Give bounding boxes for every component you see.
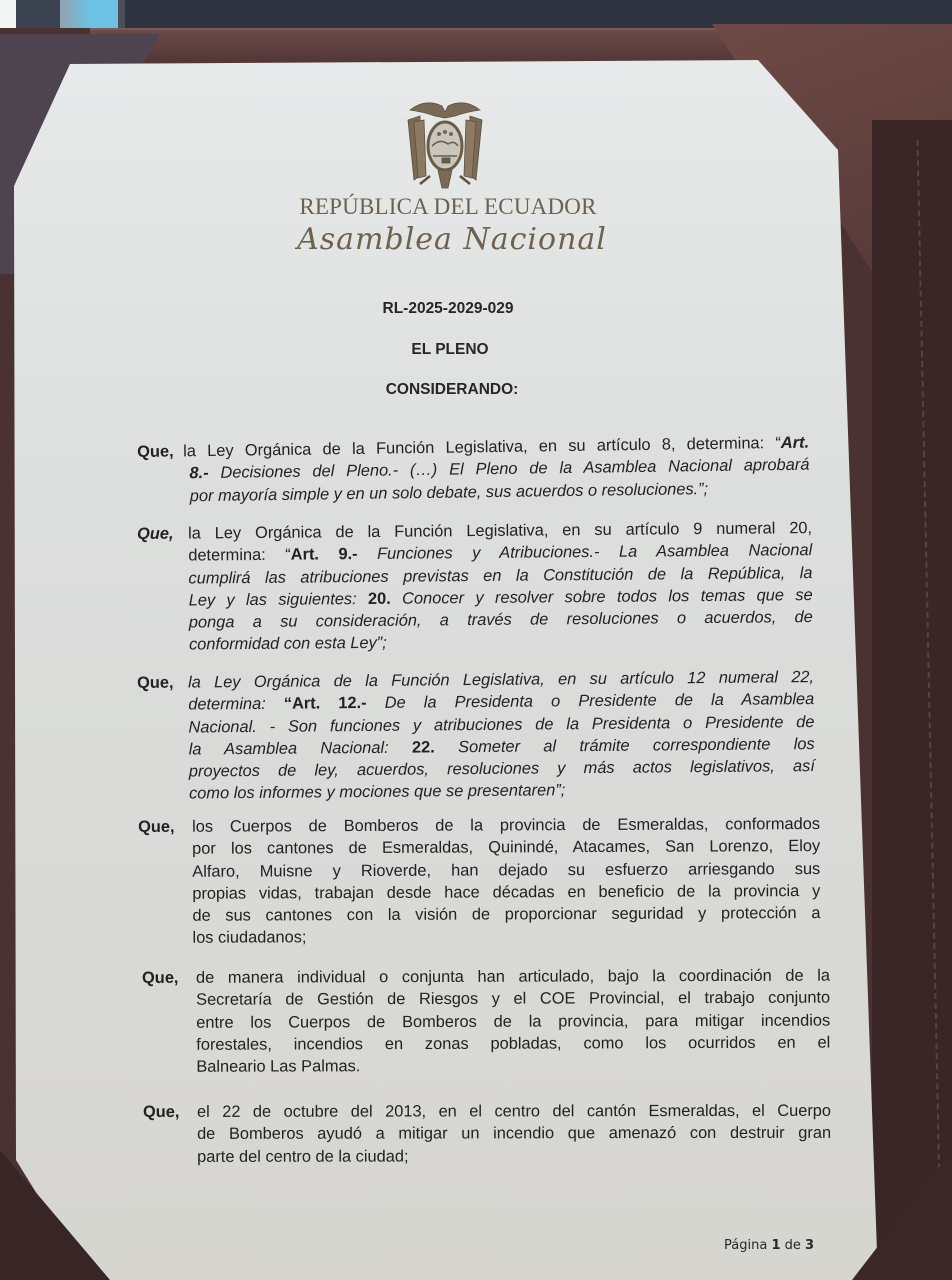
paragraph-line bbox=[192, 880, 820, 905]
paragraph-body bbox=[137, 432, 810, 508]
section-title: CONSIDERANDO: bbox=[385, 381, 519, 398]
paragraph-line bbox=[197, 1144, 831, 1167]
paragraph-line bbox=[192, 858, 820, 883]
text-run: 22. bbox=[411, 738, 435, 757]
paragraph-line bbox=[189, 778, 815, 806]
text-run: Secretaría de Gestión de Riesgos y el COE Provincial, el trabajo conjunto bbox=[196, 988, 831, 1010]
page-number bbox=[724, 1238, 814, 1253]
paragraph-line bbox=[196, 1031, 830, 1056]
ecuador-coat-of-arms-icon bbox=[400, 96, 490, 194]
text-run: de Bomberos ayudó a mitigar un incendio que amenazó con destruir gran bbox=[197, 1124, 832, 1144]
text-run: de sus cantones con la visión de proporcionar seguridad y protección a bbox=[192, 904, 821, 925]
text-run: el 22 de octubre del 2013, en el centro del cantón Esmeraldas, el Cuerpo bbox=[197, 1101, 832, 1121]
paragraph-line bbox=[192, 813, 820, 838]
considerando-paragraph-2 bbox=[137, 517, 827, 655]
text-run: De la Presidenta o Presidente de la Asamblea bbox=[366, 690, 815, 713]
text-run: entre los Cuerpos de Bomberos de la provincia, para mitigar incendios bbox=[196, 1011, 831, 1032]
text-run: Ley y las siguientes: bbox=[188, 589, 369, 610]
text-run: los Cuerpos de Bomberos de la provincia de Esmeraldas, conformados bbox=[192, 815, 821, 836]
text-run: de manera individual o conjunta han articulado, bajo la coordinación de la bbox=[196, 966, 831, 987]
text-run: Decisiones del Pleno.- (…) El Pleno de la Asamblea Nacional aprobará bbox=[208, 455, 810, 483]
letterhead-republic: REPÚBLICA DEL ECUADOR bbox=[299, 194, 597, 219]
text-run: Someter al trámite correspondiente los bbox=[434, 734, 815, 757]
text-run: Funciones y Atribuciones.- La Asamblea Nacional bbox=[357, 541, 813, 564]
paragraph-line bbox=[196, 1009, 830, 1034]
paragraph-line bbox=[189, 629, 813, 657]
que-label: Que, bbox=[142, 968, 179, 987]
text-run: Nacional. - Son funciones y atribuciones de la Presidenta o Presidente de bbox=[188, 712, 815, 737]
text-run: la Asamblea Nacional: bbox=[188, 738, 413, 759]
paragraph-body bbox=[196, 965, 830, 1079]
considerando-paragraph-5 bbox=[142, 965, 832, 1076]
text-run: parte del centro de la ciudad; bbox=[197, 1147, 409, 1166]
que-label: Que, bbox=[137, 524, 174, 543]
text-run: conformidad con esta Ley”; bbox=[188, 634, 387, 655]
text-run: determina: “ bbox=[188, 545, 291, 565]
text-run: forestales, incendios en zonas pobladas, como los ocurridos en el bbox=[196, 1033, 831, 1054]
text-run: determina: bbox=[188, 695, 284, 714]
page-current: 1 bbox=[771, 1238, 781, 1253]
paragraph-line bbox=[192, 925, 820, 950]
que-label: Que, bbox=[138, 817, 175, 836]
resolution-id: RL-2025-2029-029 bbox=[382, 300, 514, 317]
page-total: 3 bbox=[805, 1238, 815, 1253]
paragraph-body bbox=[188, 666, 815, 805]
page-label: Página bbox=[724, 1238, 768, 1253]
text-run: Art. bbox=[780, 433, 810, 453]
que-label: Que, bbox=[143, 1102, 180, 1121]
text-run: 8.- bbox=[189, 464, 209, 483]
paragraph-body bbox=[188, 517, 813, 656]
que-label: Que, bbox=[137, 442, 174, 461]
page-of: de bbox=[784, 1238, 801, 1253]
paragraph-line bbox=[197, 1122, 831, 1145]
letterhead-institution: Asamblea Nacional bbox=[297, 222, 607, 257]
body-title: EL PLENO bbox=[411, 341, 489, 358]
text-run: los ciudadanos; bbox=[192, 928, 307, 948]
paragraph-line bbox=[196, 1054, 830, 1079]
considerando-paragraph-1 bbox=[137, 432, 817, 505]
text-run: por mayoría simple y en un solo debate, sus acuerdos o resoluciones.”; bbox=[189, 479, 709, 505]
text-run: propias vidas, trabajan desde hace décadas en beneficio de la provincia y bbox=[192, 881, 821, 903]
paragraph-body bbox=[192, 813, 821, 950]
paragraph-line bbox=[192, 835, 820, 860]
text-run: “Art. 12.- bbox=[283, 694, 367, 714]
paragraph-line bbox=[197, 1100, 831, 1123]
text-run: ponga a su consideración, a través de resoluciones o acuerdos, de bbox=[188, 608, 813, 632]
text-run: proyectos de ley, acuerdos, resoluciones y más actos legislativos, así bbox=[188, 757, 815, 781]
text-run: la Ley Orgánica de la Función Legislativa, en su artículo 9 numeral 20, bbox=[188, 519, 813, 543]
text-run: por los cantones de Esmeraldas, Quinindé, Atacames, San Lorenzo, Eloy bbox=[192, 837, 821, 859]
text-run: Conocer y resolver sobre todos los temas que se bbox=[390, 585, 813, 608]
paragraph-line bbox=[196, 965, 830, 990]
text-run: Alfaro, Muisne y Rioverde, han dejado su esfuerzo arriesgando sus bbox=[192, 859, 821, 881]
considerando-paragraph-3 bbox=[137, 666, 827, 804]
considerando-paragraph-6 bbox=[143, 1100, 833, 1166]
text-run: Balneario Las Palmas. bbox=[196, 1057, 361, 1076]
text-run: como los informes y mociones que se presentaren”; bbox=[188, 781, 566, 804]
que-label: Que, bbox=[137, 673, 174, 692]
text-run: la Ley Orgánica de la Función Legislativa, en su artículo 12 numeral 22, bbox=[188, 668, 815, 692]
paragraph-line bbox=[196, 987, 830, 1012]
text-run: la Ley Orgánica de la Función Legislativa, en su artículo 8, determina: “ bbox=[183, 434, 781, 461]
considerando-paragraph-4 bbox=[138, 813, 828, 948]
paragraph-line bbox=[192, 902, 820, 927]
text-run: cumplirá las atribuciones previstas en la Constitución de la República, la bbox=[188, 563, 813, 588]
text-run: 20. bbox=[367, 589, 391, 608]
paragraph-body bbox=[197, 1100, 831, 1168]
text-run: Art. 9.- bbox=[290, 545, 358, 564]
